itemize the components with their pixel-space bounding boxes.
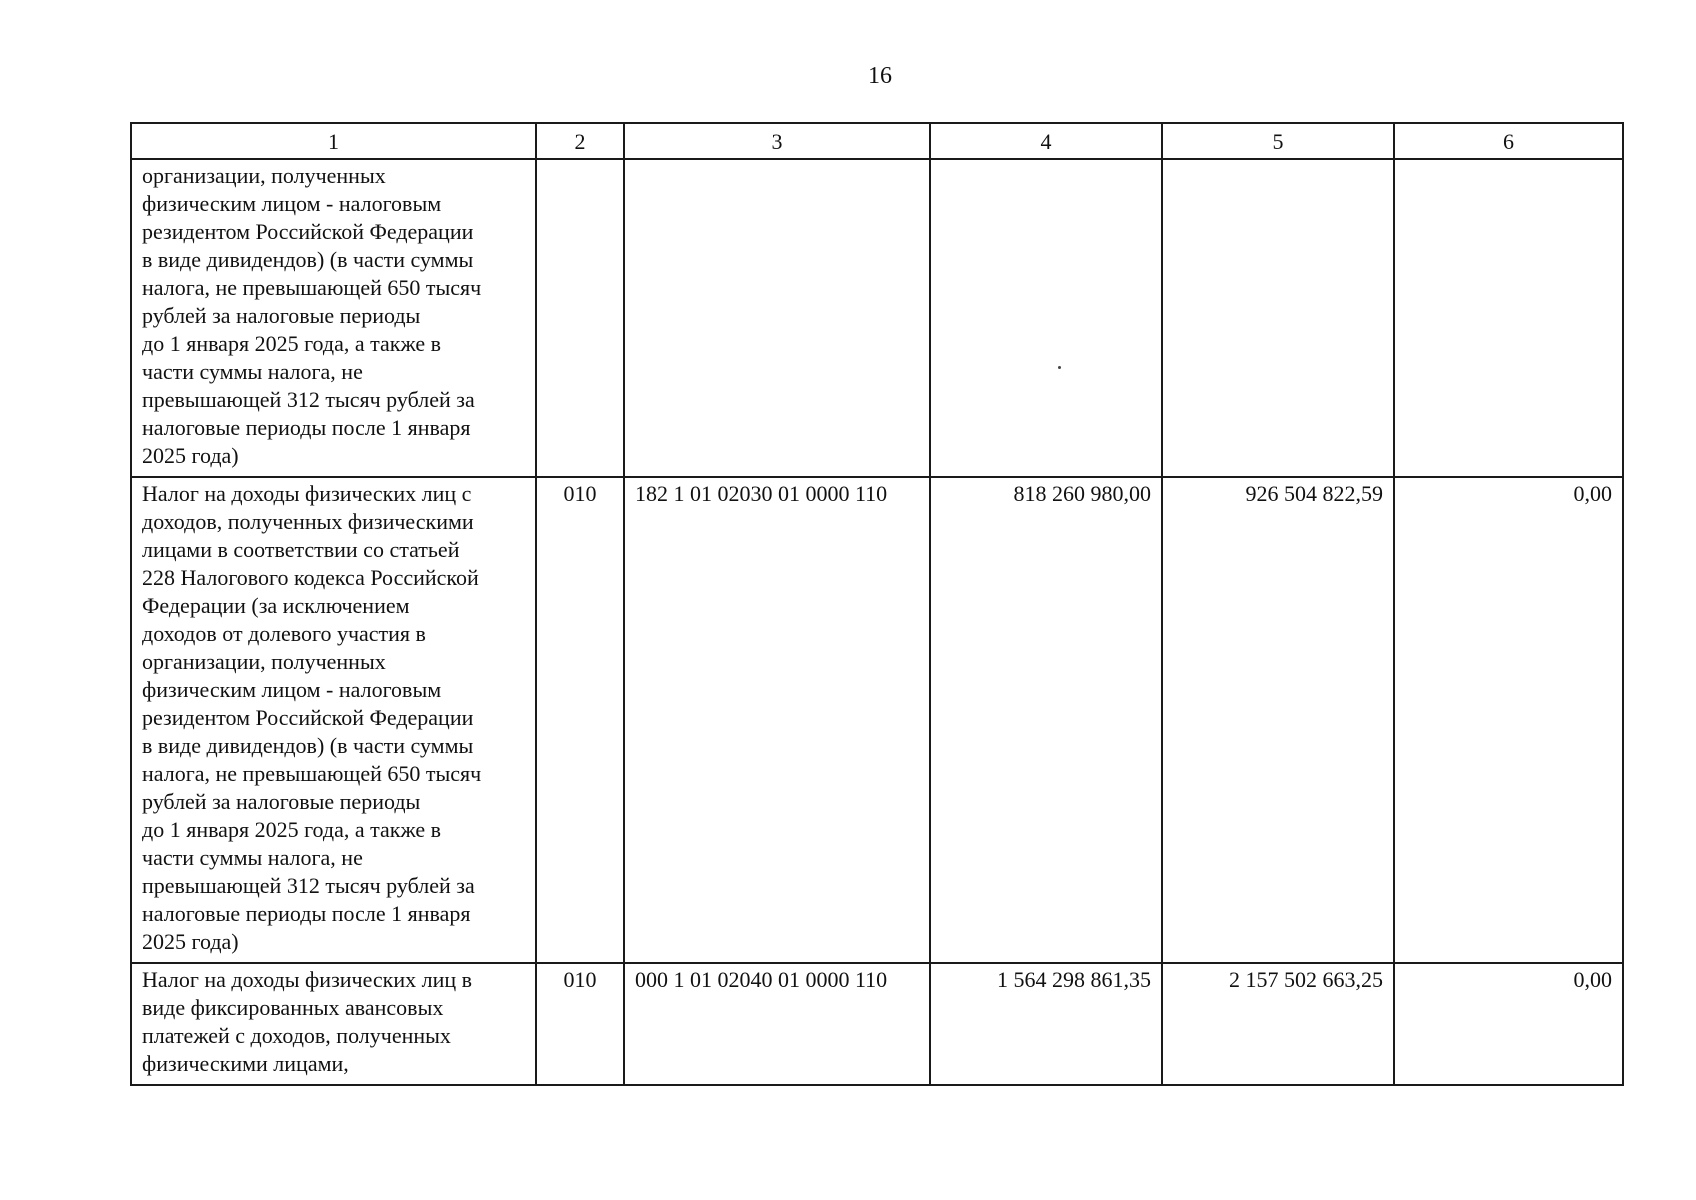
page-number: 16 [868, 63, 892, 89]
row-value-6 [1394, 159, 1623, 477]
header-cell-5: 5 [1162, 123, 1394, 159]
row-code: 010 [536, 963, 624, 1085]
row-value-4: 818 260 980,00 [930, 477, 1162, 963]
scan-speck [1058, 366, 1061, 369]
header-cell-6: 6 [1394, 123, 1623, 159]
row-value-6: 0,00 [1394, 477, 1623, 963]
row-value-5: 926 504 822,59 [1162, 477, 1394, 963]
table-body [131, 159, 1623, 1085]
header-cell-1: 1 [131, 123, 536, 159]
header-cell-3: 3 [624, 123, 930, 159]
row-value-4: 1 564 298 861,35 [930, 963, 1162, 1085]
row-description: Налог на доходы физических лиц в виде фиксированных авансовых платежей с доходов, полученных физическими лицами, [131, 963, 536, 1085]
row-kbk: 182 1 01 02030 01 0000 110 [624, 477, 930, 963]
row-kbk: 000 1 01 02040 01 0000 110 [624, 963, 930, 1085]
header-cell-2: 2 [536, 123, 624, 159]
row-value-6: 0,00 [1394, 963, 1623, 1085]
table-row [131, 477, 1623, 963]
table-row [131, 159, 1623, 477]
row-description: Налог на доходы физических лиц с доходов, полученных физическими лицами в соответствии со статьей 228 Налогового кодекса Российской Федерации (за исключением доходов от долевого участия в организации, полученных физическим лицом - налоговым резидентом Российской Федерации в виде дивидендов) (в части суммы налога, не превышающей 650 тысяч рублей за налоговые периоды до 1 января 2025 года, а также в части суммы налога, не превышающей 312 тысяч рублей за налоговые периоды после 1 января 2025 года) [131, 477, 536, 963]
row-value-5: 2 157 502 663,25 [1162, 963, 1394, 1085]
report-table [130, 122, 1624, 1086]
row-code [536, 159, 624, 477]
table-row [131, 963, 1623, 1085]
header-cell-4: 4 [930, 123, 1162, 159]
row-value-4 [930, 159, 1162, 477]
header-row [131, 123, 1623, 159]
row-code: 010 [536, 477, 624, 963]
row-description: организации, полученных физическим лицом - налоговым резидентом Российской Федерации в виде дивидендов) (в части суммы налога, не превышающей 650 тысяч рублей за налоговые периоды до 1 января 2025 года, а также в части суммы налога, не превышающей 312 тысяч рублей за налоговые периоды после 1 января 2025 года) [131, 159, 536, 477]
row-kbk [624, 159, 930, 477]
table-header [131, 123, 1623, 159]
row-value-5 [1162, 159, 1394, 477]
